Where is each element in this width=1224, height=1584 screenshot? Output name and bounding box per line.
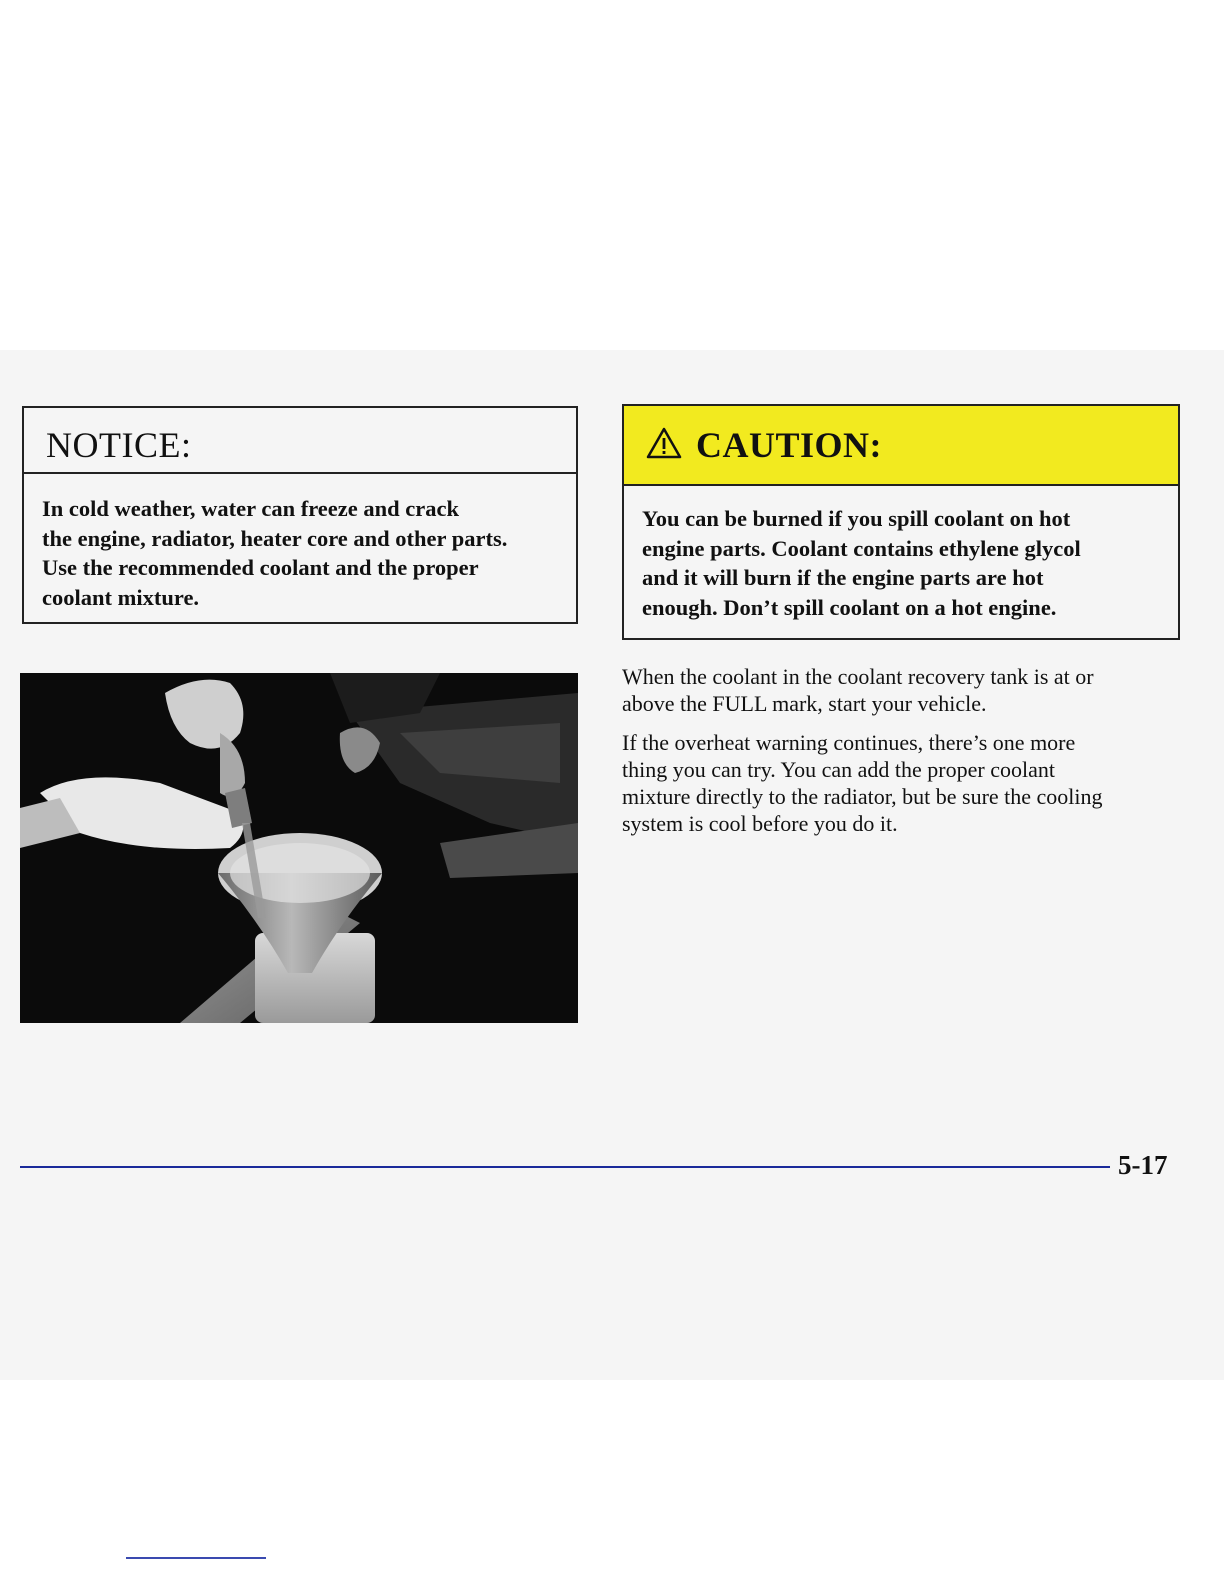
notice-line: coolant mixture.	[42, 584, 200, 610]
notice-text	[24, 474, 576, 612]
body-text	[622, 663, 1182, 849]
caution-line: and it will burn if the engine parts are hot	[642, 565, 1044, 590]
notice-title: NOTICE:	[24, 408, 576, 474]
caution-line: You can be burned if you spill coolant on hot	[642, 506, 1071, 531]
warning-triangle-icon	[646, 427, 682, 464]
notice-line: the engine, radiator, heater core and other parts.	[42, 525, 508, 551]
notice-line: Use the recommended coolant and the proper	[42, 555, 479, 580]
text-line: above the FULL mark, start your vehicle.	[622, 691, 987, 716]
caution-line: enough. Don’t spill coolant on a hot engine.	[642, 594, 1057, 620]
text-line: thing you can try. You can add the proper coolant	[622, 757, 1055, 782]
coolant-pouring-photo	[20, 673, 578, 1023]
text-line: system is cool before you do it.	[622, 811, 898, 836]
text-line: If the overheat warning continues, there’s one more	[622, 730, 1076, 755]
paragraph-overheat	[622, 729, 1182, 837]
caution-header	[624, 406, 1178, 486]
bottom-mark	[126, 1557, 266, 1559]
notice-line: In cold weather, water can freeze and crack	[42, 496, 459, 521]
text-line: When the coolant in the coolant recovery tank is at or	[622, 664, 1094, 689]
text-line: mixture directly to the radiator, but be sure the cooling	[622, 784, 1103, 809]
footer-rule	[20, 1166, 1110, 1168]
paragraph-coolant-full	[622, 663, 1182, 717]
caution-title: CAUTION:	[696, 425, 883, 465]
notice-box	[22, 406, 578, 624]
page-number: 5-17	[1118, 1150, 1168, 1180]
caution-box	[622, 404, 1180, 640]
caution-text	[624, 486, 1178, 622]
caution-line: engine parts. Coolant contains ethylene glycol	[642, 535, 1081, 561]
